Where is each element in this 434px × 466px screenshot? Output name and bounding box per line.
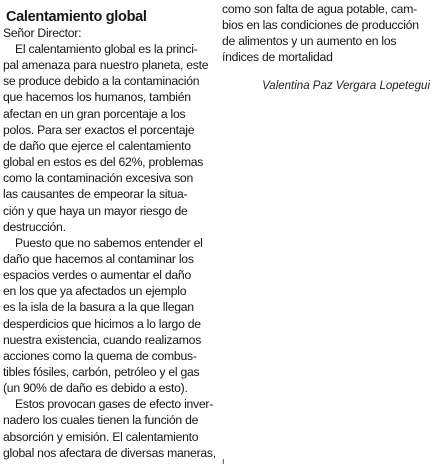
salutation: Señor Director: [3,26,82,40]
body-line: nadero los cuales tienen la función de [3,413,199,428]
body-line: espacios verdes o aumentar el daño [3,268,191,283]
body-line: de alimentos y un aumento en los [222,34,397,49]
body-line: que hacemos los humanos, también [3,90,191,105]
body-line: daño que hacemos al contaminar los [3,251,194,266]
body-line: global nos afectara de diversas maneras, [3,445,216,460]
body-line: tibles fósiles, carbón, petróleo y el gas [3,365,200,379]
body-line: es la isla de la basura a la que llegan [3,300,194,315]
body-line: en los que ya afectados un ejemplo [3,284,187,299]
body-line: Puesto que no sabemos entender el [15,235,203,250]
body-line: El calentamiento global es la princi- [15,42,198,56]
body-line: (un 90% de daño es debido a esto). [3,381,188,396]
body-line: ción y que haya un mayor riesgo de [3,203,188,218]
body-line: las causantes de empeorar la situa- [3,187,188,202]
body-line: se produce debido a la contaminación [3,74,200,89]
body-line: como son falta de agua potable, cam- [222,2,417,16]
body-line: acciones como la quema de combus- [3,348,197,363]
body-line: desperdicios que hicimos a lo largo de [3,316,201,331]
body-line: índices de mortalidad [222,50,333,65]
body-line: polos. Para ser exactos el porcentaje [3,122,195,137]
body-line: afectan en un gran porcentaje a los [3,106,186,121]
body-line: absorción y emisión. El calentamiento [3,429,199,444]
body-line: nuestra existencia, cuando realizamos [3,332,202,347]
body-line: global en estos es del 62%, problemas [3,155,204,170]
author-signature: Valentina Paz Vergara Lopetegui [262,80,430,92]
page-mark: ı [222,456,225,466]
body-line: destrucción. [3,219,66,234]
body-line: de daño que ejerce el calentamiento [3,138,191,153]
body-line: pal amenaza para nuestro planeta, este [3,58,209,73]
body-line: bios en las condiciones de producción [222,18,419,33]
body-line: como la contaminación excesiva son [3,171,193,186]
article-title: Calentamiento global [6,9,147,25]
body-line: Estos provocan gases de efecto inver- [15,397,214,412]
